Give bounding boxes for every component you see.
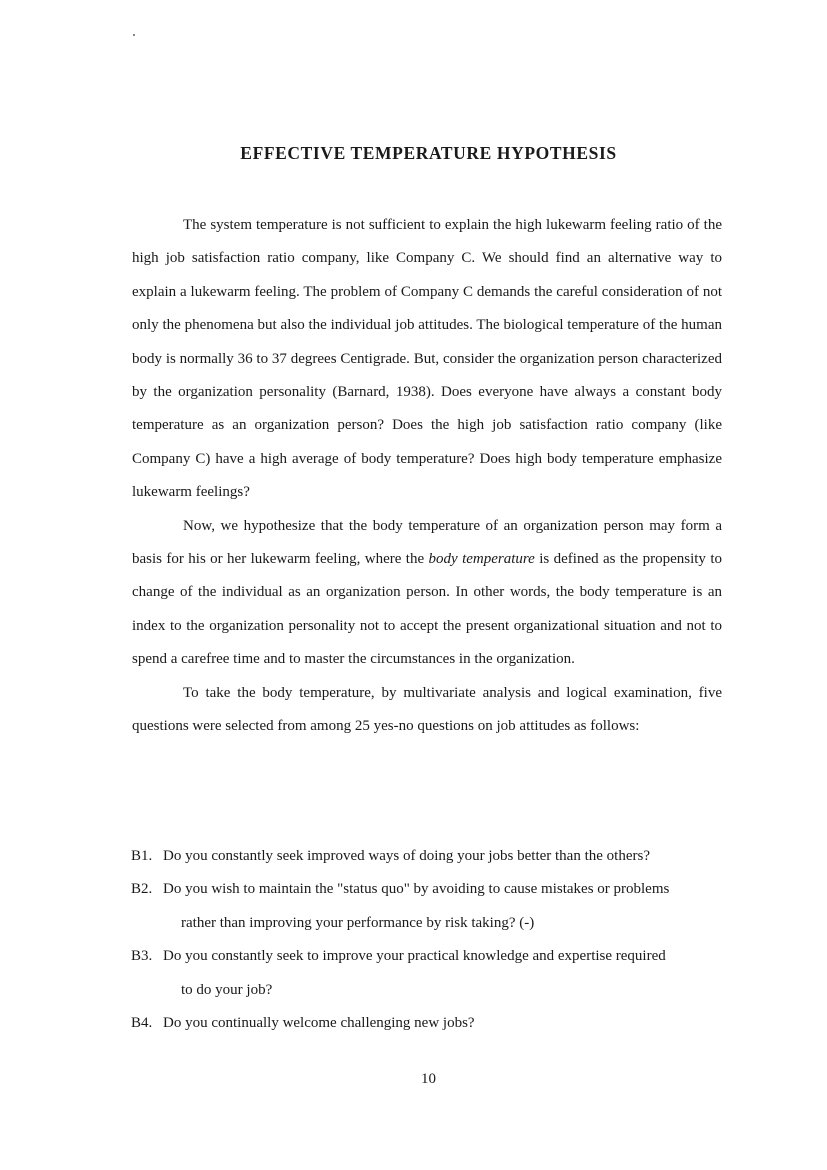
question-text — [163, 1007, 731, 1040]
paragraph-2 — [132, 510, 722, 677]
question-label: B4. — [131, 1015, 153, 1032]
paragraph-1: The system temperature is not sufficient to explain the high lukewarm feeling ratio of the high job satisfaction ratio company, like Company C. We should find an alternative way to explain a lukewarm feeling. The problem of Company C demands the careful consideration of not only the phenomena but also the individual job attitudes. The biological temperature of the human body is normally 36 to 37 degrees Centigrade. But, consider the organization person characterized by the organization personality (Barnard, 1938). Does everyone have always a constant body temperature as an organization person? Does the high job satisfaction ratio company (like Company C) have a high average of body temperature? Does high body temperature emphasize lukewarm feelings? — [132, 217, 722, 501]
page-number: 10 — [421, 1071, 436, 1087]
paragraph-2-emphasis: body temperature — [428, 551, 535, 568]
question-item — [131, 840, 731, 873]
question-label: B3. — [131, 948, 153, 965]
scan-speck — [133, 34, 135, 36]
page-title: EFFECTIVE TEMPERATURE HYPOTHESIS — [240, 143, 617, 163]
paragraph-3: To take the body temperature, by multivariate analysis and logical examination, five questions were selected from among 25 yes-no questions on job attitudes as follows: — [132, 684, 722, 735]
question-item — [131, 940, 731, 1007]
question-label: B1. — [131, 848, 153, 864]
question-continuation: rather than improving your performance by risk taking? (-) — [181, 914, 535, 931]
question-list — [131, 840, 731, 1040]
question-line: Do you constantly seek to improve your practical knowledge and expertise required — [163, 948, 666, 965]
question-line: Do you wish to maintain the "status quo" by avoiding to cause mistakes or problems — [163, 881, 670, 898]
body-text — [132, 209, 722, 744]
paragraph-2-part-1: Now, we hypothesize that the body temperature of an organization person may form a basis for his or her lukewarm feeling, where the — [132, 517, 722, 568]
question-text — [163, 840, 731, 873]
question-text — [163, 940, 731, 1007]
question-line: Do you constantly seek improved ways of doing your jobs better than the others? — [163, 848, 650, 864]
question-text — [163, 873, 731, 940]
question-item — [131, 1007, 731, 1040]
paragraph-2-part-2: is defined as the propensity to change of the individual as an organization person. In other words, the body temperature is an index to the organization personality not to accept the present organizational situation and not to spend a carefree time and to master the circumstances in the organization. — [132, 551, 722, 668]
question-line: Do you continually welcome challenging new jobs? — [163, 1015, 475, 1032]
question-continuation: to do your job? — [181, 981, 273, 998]
question-item — [131, 873, 731, 940]
question-label: B2. — [131, 881, 153, 898]
